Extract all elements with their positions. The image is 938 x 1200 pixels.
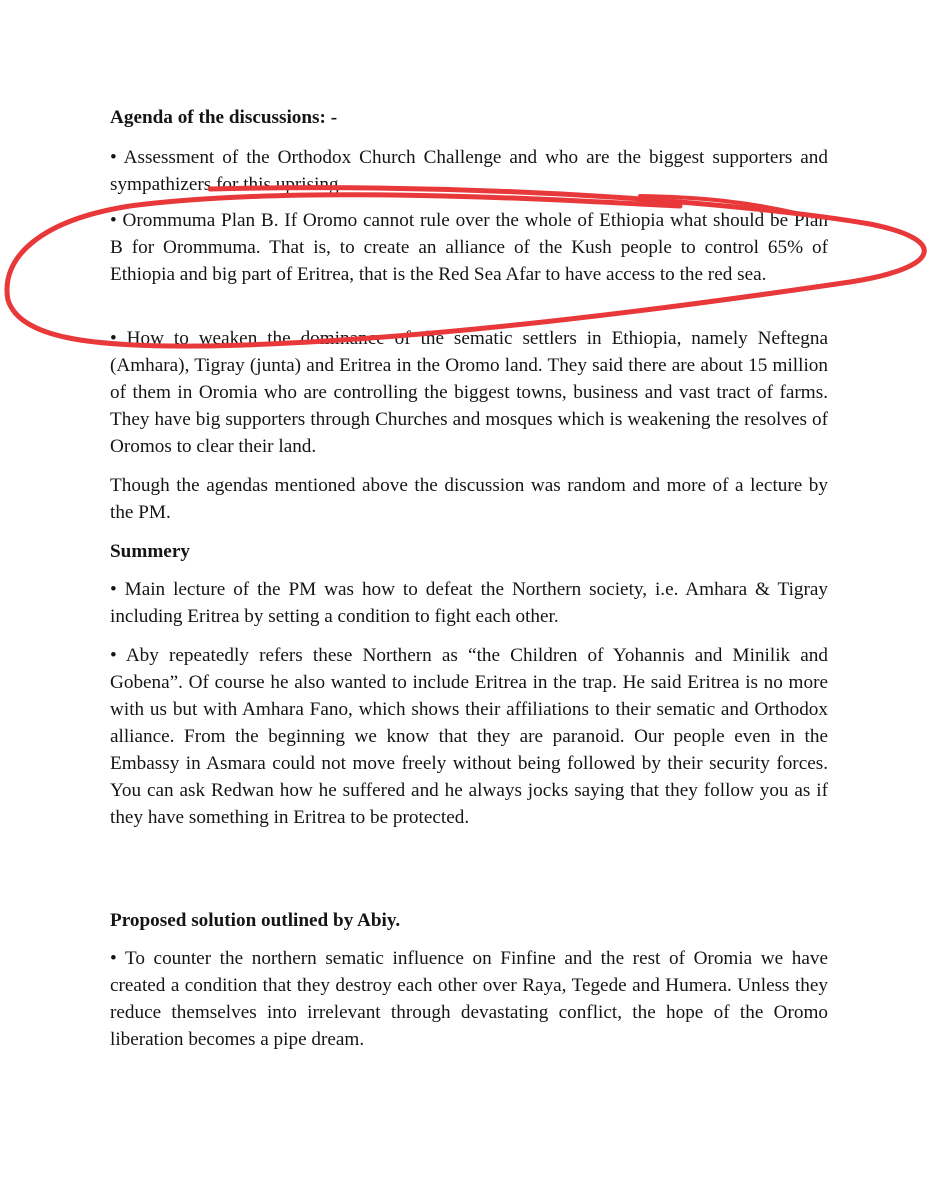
summary-item-aby-refers: • Aby repeatedly refers these Northern as “the Children of Yohannis and Minilik and Gobena”. Of course he also wanted to include Eritrea in the trap. He said Eritrea is no more with us but with Amhara Fano, which shows their affiliations to their sematic and Orthodox alliance. From the beginning we know that they are paranoid. Our people even in the Embassy in Asmara could not move freely without being followed by their security forces. You can ask Redwan how he suffered and he always jocks saying that they follow you as if they have something in Eritrea to be protected. [110, 645, 828, 828]
agenda-item-orommuma-plan-b: • Orommuma Plan B. If Oromo cannot rule over the whole of Ethiopia what should be Plan B for Orommuma. That is, to create an alliance of the Kush people to control 65% of Ethiopia and big part of Eritrea, that is the Red Sea Afar to have access to the red sea. [110, 210, 828, 285]
solution-item-counter-influence: • To counter the northern sematic influence on Finfine and the rest of Oromia we have created a condition that they destroy each other over Raya, Tegede and Humera. Unless they reduce themselves into irrelevant through devastating conflict, the hope of the Oromo liberation becomes a pipe dream. [110, 948, 828, 1050]
agenda-heading: Agenda of the discussions: - [110, 107, 338, 128]
summary-item-main-lecture: • Main lecture of the PM was how to defeat the Northern society, i.e. Amhara & Tigray including Eritrea by setting a condition to fight each other. [110, 579, 828, 627]
summary-heading: Summery [110, 541, 190, 562]
agenda-note: Though the agendas mentioned above the discussion was random and more of a lecture by the PM. [110, 475, 828, 523]
solution-heading: Proposed solution outlined by Abiy. [110, 910, 401, 931]
agenda-item-orthodox-church: • Assessment of the Orthodox Church Challenge and who are the biggest supporters and sympathizers for this uprising. [110, 147, 828, 195]
agenda-item-sematic-settlers: • How to weaken the dominance of the sematic settlers in Ethiopia, namely Neftegna (Amhara), Tigray (junta) and Eritrea in the Oromo land. They said there are about 15 million of them in Oromia who are controlling the biggest towns, business and vast tract of farms. They have big supporters through Churches and mosques which is weakening the resolves of Oromos to clear their land. [110, 328, 828, 457]
